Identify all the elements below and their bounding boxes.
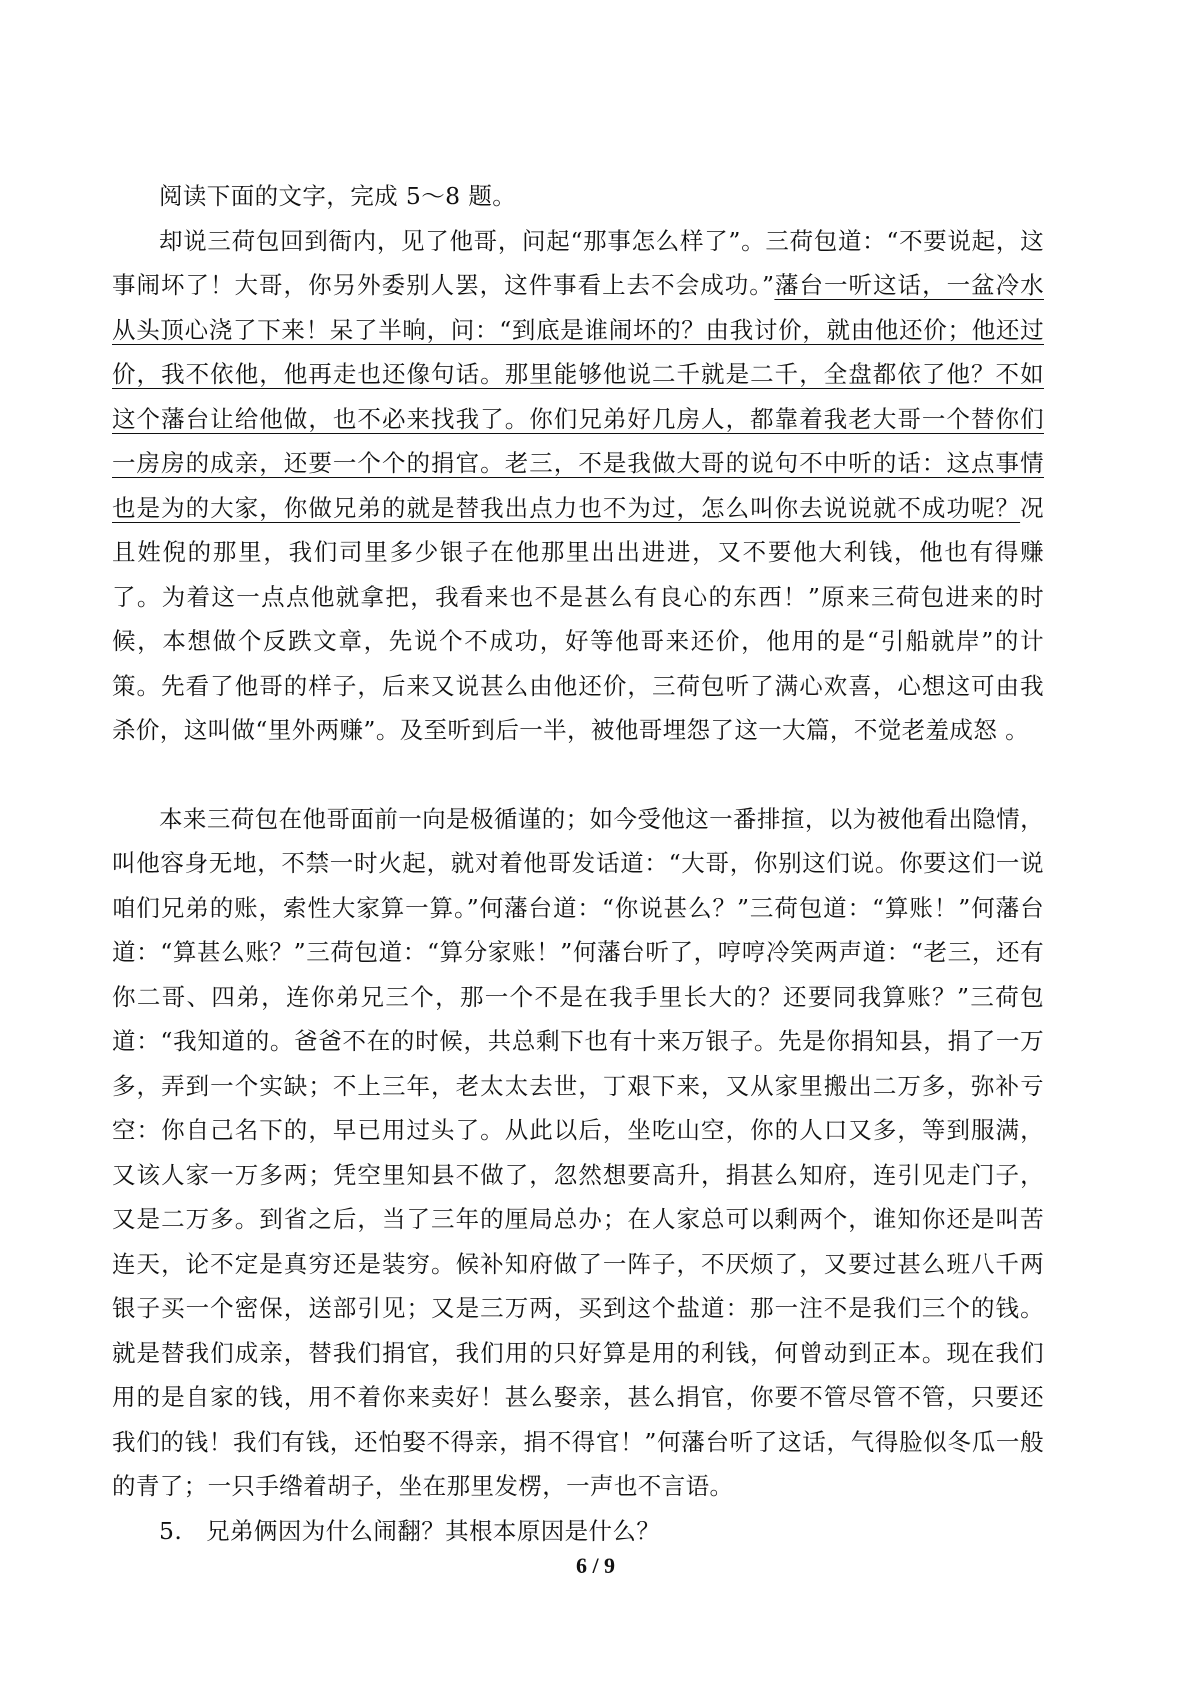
paragraph-1-text-before: 却说三荷包回到衙内，见了他哥，问起“那事怎么样了”。三荷包道：“不要说起，这事闹坏了！大哥，你另外委别人罢，这件事看上去不会成功。”	[112, 226, 1044, 299]
question-5: 5. 兄弟俩因为什么闹翻？其根本原因是什么？	[159, 1516, 661, 1545]
document-body	[112, 174, 1044, 1553]
paragraph-1-text-after: 况且姓倪的那里，我们司里多少银子在他那里出出进进，又不要他大利钱，他也有得赚了。为着这一点点他就拿把，我看来也不是甚么有良心的东西！”原来三荷包进来的时候，本想做个反跌文章，先说个不成功，好等他哥来还价，他用的是“引船就岸”的计策。先看了他哥的样子，后来又说甚么由他还价，三荷包听了满心欢喜，心想这可由我杀价，这叫做“里外两赚”。及至听到后一半，被他哥埋怨了这一大篇，不觉老羞成怒 。	[112, 493, 1044, 744]
underlined-passage: 藩台一听这话，一盆冷水从头顶心浇了下来！呆了半晌，问：“到底是谁闹坏的？由我讨价，就由他还价；他还过价，我不依他，他再走也还像句话。那里能够他说二千就是二千，全盘都依了他？不如这个藩台让给他做，也不必来找我了。你们兄弟好几房人，都靠着我老大哥一个替你们一房房的成亲，还要一个个的捐官。老三，不是我做大哥的说句不中听的话：这点事情也是为的大家，你做兄弟的就是替我出点力也不为过，怎么叫你去说说就不成功呢？	[112, 271, 1044, 522]
page-number: 6 / 9	[575, 1553, 616, 1578]
instruction-line: 阅读下面的文字，完成 5～8 题。	[159, 182, 517, 210]
passage-paragraph-1	[112, 219, 1044, 753]
passage-paragraph-2: 本来三荷包在他哥面前一向是极循谨的；如今受他这一番排揎，以为被他看出隐情，叫他容身无地，不禁一时火起，就对着他哥发话道：“大哥，你别这们说。你要这们一说咱们兄弟的账，索性大家算一算。”何藩台道：“你说甚么？”三荷包道：“算账！”何藩台道：“算甚么账？”三荷包道：“算分家账！”何藩台听了，哼哼冷笑两声道：“老三，还有你二哥、四弟，连你弟兄三个，那一个不是在我手里长大的？还要同我算账？”三荷包道：“我知道的。爸爸不在的时候，共总剩下也有十来万银子。先是你捐知县，捐了一万多，弄到一个实缺；不上三年，老太太去世，丁艰下来，又从家里搬出二万多，弥补亏空：你自己名下的，早已用过头了。从此以后，坐吃山空，你的人口又多，等到服满，又该人家一万多两；凭空里知县不做了，忽然想要高升，捐甚么知府，连引见走门子，又是二万多。到省之后，当了三年的厘局总办；在人家总可以剩两个，谁知你还是叫苦连天，论不定是真穷还是装穷。候补知府做了一阵子，不厌烦了，又要过甚么班八千两银子买一个密保，送部引见；又是三万两，买到这个盐道：那一注不是我们三个的钱。就是替我们成亲，替我们捐官，我们用的只好算是用的利钱，何曾动到正本。现在我们用的是自家的钱，用不着你来卖好！甚么娶亲，甚么捐官，你要不管尽管不管，只要还我们的钱！我们有钱，还怕娶不得亲，捐不得官！”何藩台听了这话，气得脸似冬瓜一般的青了；一只手绺着胡子，坐在那里发楞，一声也不言语。	[112, 804, 1044, 1500]
